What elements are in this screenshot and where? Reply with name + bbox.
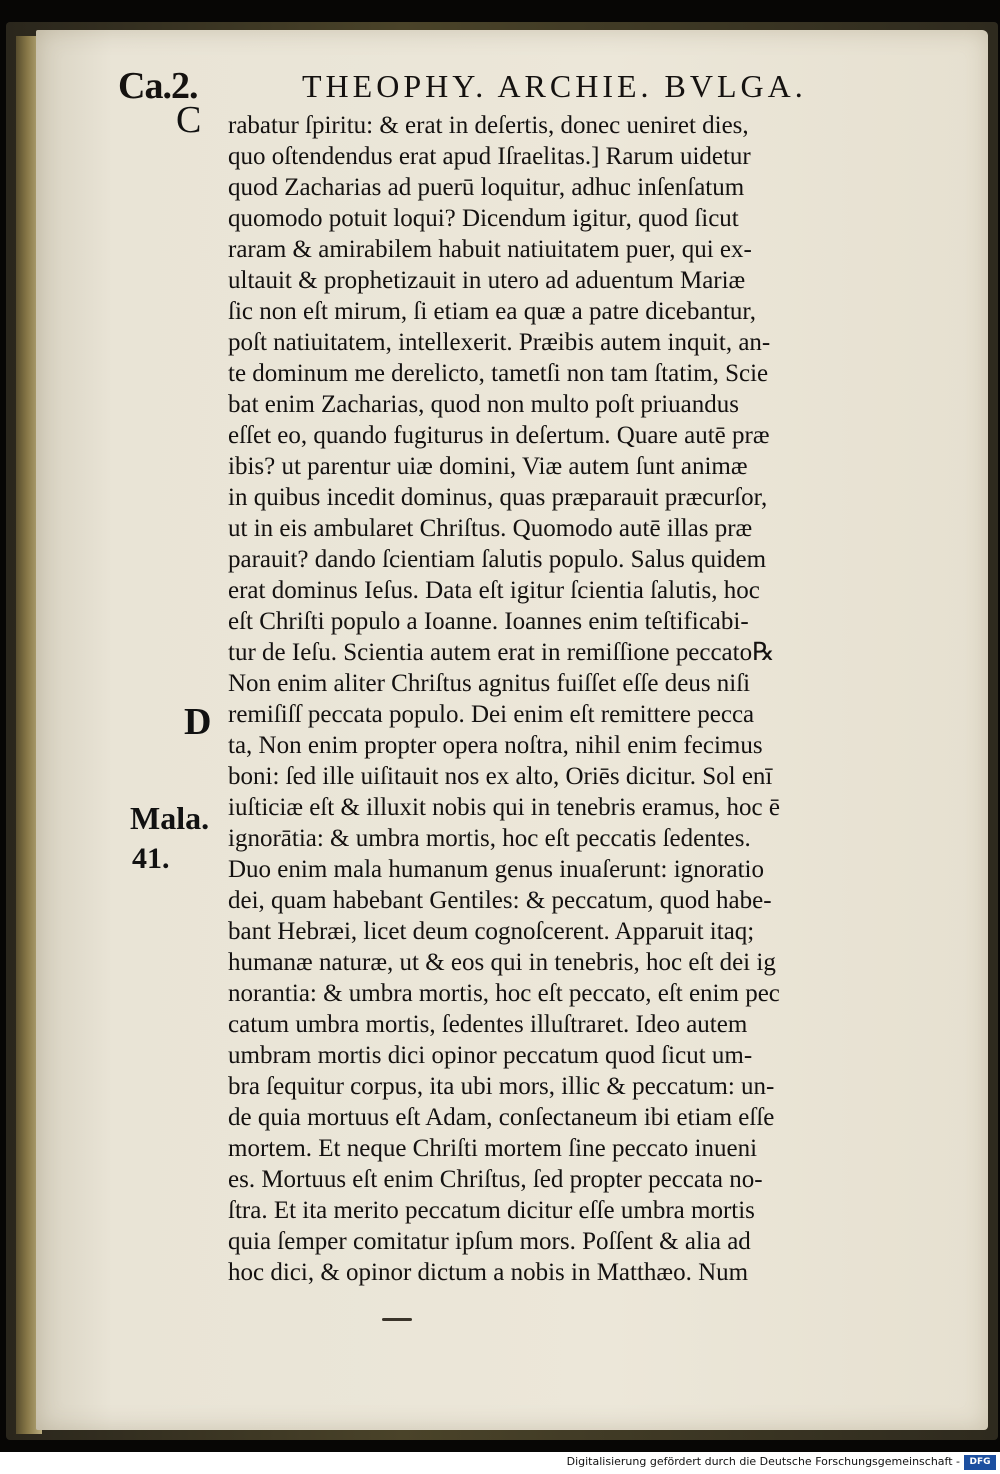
- text-line: in quibus incedit dominus, quas præparauit præcurſor,: [228, 484, 768, 511]
- text-line: eſſet eo, quando fugiturus in deſertum. Quare autē præ: [228, 422, 770, 449]
- text-line: Duo enim mala humanum genus inuaſerunt: ignoratio: [228, 856, 764, 883]
- text-line: rabatur ſpiritu: & erat in deſertis, donec ueniret dies,: [228, 112, 749, 139]
- page-header: [0, 64, 1000, 108]
- marginal-section-c: C: [176, 99, 202, 141]
- text-line: catum umbra mortis, ſedentes illuſtraret. Ideo autem: [228, 1011, 748, 1038]
- text-line: bat enim Zacharias, quod non multo poſt priuandus: [228, 391, 740, 418]
- marginal-note-mala: Mala.: [130, 800, 210, 836]
- text-line: ſic non eſt mirum, ſi etiam ea quæ a patre dicebantur,: [228, 298, 756, 325]
- text-line: remiſiſſ peccata populo. Dei enim eſt remittere pecca: [228, 701, 755, 728]
- text-line: norantia: & umbra mortis, hoc eſt peccato, eſt enim pec: [228, 980, 780, 1007]
- text-line: te dominum me derelicto, tametſi non tam ſtatim, Scie: [228, 360, 769, 387]
- text-line: quod Zacharias ad puerū loquitur, adhuc inſenſatum: [228, 174, 745, 201]
- text-line: iuſticiæ eſt & illuxit nobis qui in tenebris eramus, hoc ē: [228, 794, 781, 821]
- dfg-logo-icon: DFG: [964, 1455, 996, 1470]
- text-line: dei, quam habebant Gentiles: & peccatum, quod habe-: [228, 887, 772, 914]
- funding-credit: Digitalisierung gefördert durch die Deutsche Forschungsgemeinschaft -: [566, 1455, 960, 1468]
- marginal-section-d: D: [184, 701, 212, 743]
- text-line: quia ſemper comitatur ipſum mors. Poſſent & alia ad: [228, 1228, 751, 1255]
- text-line: humanæ naturæ, ut & eos qui in tenebris, hoc eſt dei ig: [228, 949, 776, 976]
- page-foot-mark: [382, 1318, 412, 1321]
- text-line: ibis? ut parentur uiæ domini, Viæ autem ſunt animæ: [228, 453, 748, 480]
- text-line: parauit? dando ſcientiam ſalutis populo. Salus quidem: [228, 546, 767, 573]
- text-line: poſt natiuitatem, intellexerit. Præibis autem inquit, an-: [228, 329, 771, 356]
- body-text: [228, 110, 948, 1288]
- text-line: bant Hebræi, licet deum cognoſcerent. Apparuit itaq;: [228, 918, 755, 945]
- text-line: ta, Non enim propter opera noſtra, nihil enim fecimus: [228, 732, 763, 759]
- text-line: raram & amirabilem habuit natiuitatem puer, qui ex-: [228, 236, 752, 263]
- text-line: erat dominus Ieſus. Data eſt igitur ſcientia ſalutis, hoc: [228, 577, 760, 604]
- chapter-label: Ca.2.: [118, 65, 198, 107]
- text-line: quomodo potuit loqui? Dicendum igitur, quod ſicut: [228, 205, 739, 232]
- text-line: de quia mortuus eſt Adam, conſectaneum ibi etiam eſſe: [228, 1104, 775, 1131]
- text-line: hoc dici, & opinor dictum a nobis in Matthæo. Num: [228, 1259, 749, 1286]
- text-line: tur de Ieſu. Scientia autem erat in remiſſione peccato℞: [228, 639, 775, 666]
- text-line: Non enim aliter Chriſtus agnitus fuiſſet eſſe deus niſi: [228, 670, 751, 697]
- text-line: quo oſtendendus erat apud Iſraelitas.] Rarum uidetur: [228, 143, 751, 170]
- text-line: ſtra. Et ita merito peccatum dicitur eſſe umbra mortis: [228, 1197, 755, 1224]
- text-line: umbram mortis dici opinor peccatum quod ſicut um-: [228, 1042, 753, 1069]
- digitization-footer: [0, 1452, 1000, 1474]
- text-line: mortem. Et neque Chriſti mortem ſine peccato inueni: [228, 1135, 758, 1162]
- text-line: bra ſequitur corpus, ita ubi mors, illic & peccatum: un-: [228, 1073, 775, 1100]
- text-line: ultauit & prophetizauit in utero ad aduentum Mariæ: [228, 267, 746, 294]
- text-line: es. Mortuus eſt enim Chriſtus, ſed propter peccata no-: [228, 1166, 763, 1193]
- running-title: THEOPHY. ARCHIE. BVLGA.: [302, 68, 807, 104]
- text-line: ut in eis ambularet Chriſtus. Quomodo autē illas præ: [228, 515, 753, 542]
- marginal-note-number: 41.: [132, 842, 170, 875]
- text-line: eſt Chriſti populo a Ioanne. Ioannes enim teſtificabi-: [228, 608, 749, 635]
- text-line: boni: ſed ille uiſitauit nos ex alto, Oriēs dicitur. Sol enī: [228, 763, 773, 790]
- text-line: ignorātia: & umbra mortis, hoc eſt peccatis ſedentes.: [228, 825, 751, 852]
